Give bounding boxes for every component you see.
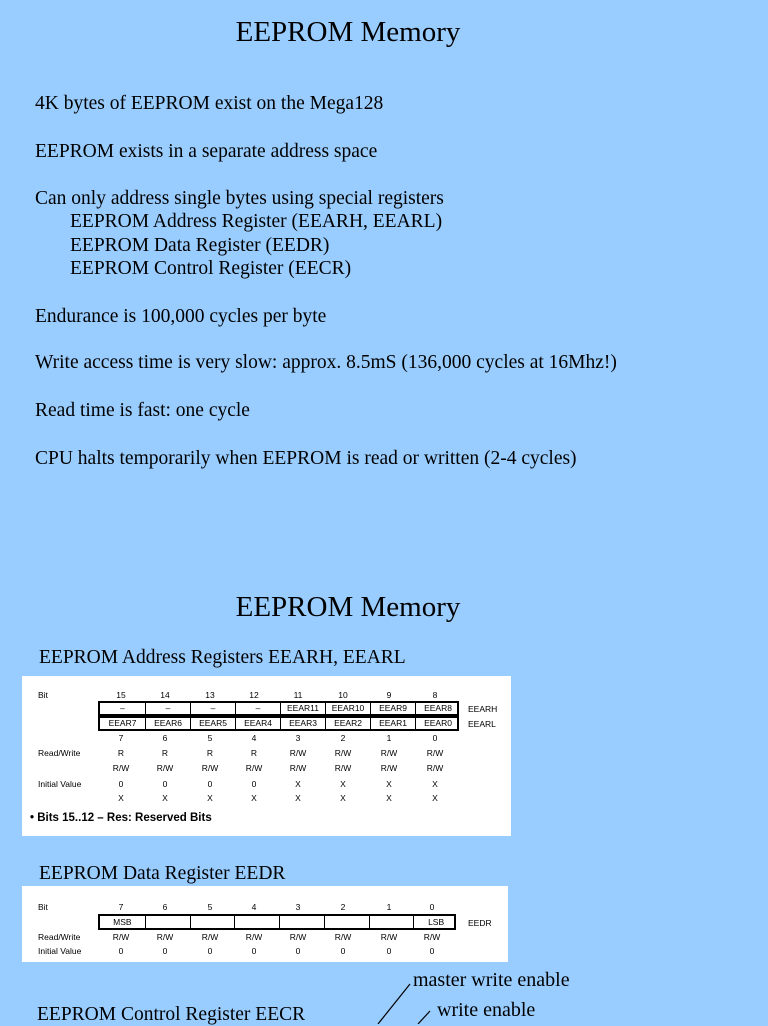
line-control-register: EEPROM Control Register (EECR): [70, 258, 352, 279]
line-read-time: Read time is fast: one cycle: [35, 400, 250, 421]
eearl-bit-name: EEAR5: [190, 718, 235, 729]
initial-value-low: X: [251, 793, 257, 803]
eearh-bit-name: –: [235, 703, 280, 714]
line-single-bytes: Can only address single bytes using special registers: [35, 188, 444, 209]
bit-number-low: 0: [432, 733, 438, 743]
access-type: R/W: [380, 932, 398, 942]
data-register-table: [22, 886, 508, 962]
address-registers-heading: EEPROM Address Registers EEARH, EEARL: [39, 647, 406, 668]
initial-value-high: X: [386, 779, 392, 789]
line-mega128: 4K bytes of EEPROM exist on the Mega128: [35, 93, 384, 114]
bit-number-high: 15: [116, 690, 126, 700]
master-write-enable-pointer: [378, 984, 410, 1024]
initial-value: 0: [295, 946, 301, 956]
initial-value-low: X: [118, 793, 124, 803]
bit-number: 6: [162, 902, 168, 912]
bit-number: 5: [207, 902, 213, 912]
initial-value-low: X: [162, 793, 168, 803]
line-data-register: EEPROM Data Register (EEDR): [70, 235, 330, 256]
line-address-register: EEPROM Address Register (EEARH, EEARL): [70, 211, 443, 232]
access-type-high: R: [117, 748, 125, 758]
eedr-bit-name: [369, 916, 414, 928]
initial-value-high: 0: [207, 779, 213, 789]
eedr-register-name: EEDR: [468, 918, 492, 928]
access-type-high: R/W: [380, 748, 398, 758]
initial-value-high: 0: [118, 779, 124, 789]
eearl-bit-name: EEAR1: [370, 718, 415, 729]
eearh-bit-name: –: [190, 703, 235, 714]
bit-number-low: 5: [207, 733, 213, 743]
access-type-low: R/W: [201, 763, 219, 773]
initial-value: 0: [118, 946, 124, 956]
eearh-bit-name: EEAR10: [325, 703, 370, 714]
initial-value-high: 0: [251, 779, 257, 789]
access-type-low: R/W: [334, 763, 352, 773]
bit-number: 1: [386, 902, 392, 912]
eearh-bit-name: –: [120, 703, 125, 713]
initial-value-high: X: [340, 779, 346, 789]
access-type-low: R/W: [380, 763, 398, 773]
initial-value-label: Initial Value: [38, 946, 82, 956]
eearh-bit-name: EEAR11: [280, 703, 325, 714]
access-type-low: R/W: [289, 763, 307, 773]
bit-label: Bit: [38, 902, 48, 912]
bit-number-low: 4: [251, 733, 257, 743]
initial-value: 0: [386, 946, 392, 956]
bit-number-high: 8: [432, 690, 438, 700]
write-enable-pointer: [418, 1011, 430, 1024]
read-write-label: Read/Write: [38, 748, 81, 758]
bit-label: Bit: [38, 690, 48, 700]
bit-number-high: 11: [293, 690, 303, 700]
initial-value: 0: [340, 946, 346, 956]
eedr-register-box: [98, 914, 456, 930]
initial-value-high: 0: [162, 779, 168, 789]
eearl-bit-name: EEAR3: [280, 718, 325, 729]
eearh-register-box: [98, 701, 459, 716]
line-cpu-halts: CPU halts temporarily when EEPROM is read or written (2-4 cycles): [35, 448, 577, 469]
access-type: R/W: [112, 932, 130, 942]
master-write-enable-label: master write enable: [413, 969, 570, 991]
access-type-high: R: [250, 748, 258, 758]
line-write-time: Write access time is very slow: approx. 8.5mS (136,000 cycles at 16Mhz!): [35, 352, 617, 373]
access-type-low: R/W: [426, 763, 444, 773]
eearl-register-box: [98, 716, 459, 731]
bit-number-low: 7: [118, 733, 124, 743]
initial-value: 0: [251, 946, 257, 956]
bit-number-high: 13: [205, 690, 215, 700]
bit-number-low: 1: [386, 733, 392, 743]
access-type-high: R/W: [334, 748, 352, 758]
bit-number: 0: [429, 902, 435, 912]
eedr-bit-name: MSB: [113, 917, 132, 927]
eedr-bit-name: [145, 916, 190, 928]
eedr-bit-name: [279, 916, 324, 928]
eedr-bit-name: [190, 916, 235, 928]
bit-number: 4: [251, 902, 257, 912]
eearh-bit-name: –: [145, 703, 190, 714]
initial-value-low: X: [432, 793, 438, 803]
eearl-bit-name: EEAR4: [235, 718, 280, 729]
eedr-bit-name: [234, 916, 279, 928]
access-type-low: R/W: [245, 763, 263, 773]
line-endurance: Endurance is 100,000 cycles per byte: [35, 306, 327, 327]
bit-number: 3: [295, 902, 301, 912]
initial-value-low: X: [207, 793, 213, 803]
access-type-high: R/W: [289, 748, 307, 758]
access-type-low: R/W: [112, 763, 130, 773]
bit-number-low: 2: [340, 733, 346, 743]
reserved-bits-note: • Bits 15..12 – Res: Reserved Bits: [30, 812, 212, 824]
initial-value-low: X: [340, 793, 346, 803]
control-register-heading: EEPROM Control Register EECR: [37, 1004, 306, 1025]
eedr-bit-name: LSB: [413, 916, 458, 928]
initial-value-high: X: [432, 779, 438, 789]
bit-number-low: 3: [295, 733, 301, 743]
initial-value-low: X: [386, 793, 392, 803]
slide1-title: EEPROM Memory: [235, 16, 461, 48]
eearl-bit-name: EEAR6: [145, 718, 190, 729]
bit-number-high: 10: [338, 690, 348, 700]
read-write-label: Read/Write: [38, 932, 81, 942]
eearl-bit-name: EEAR2: [325, 718, 370, 729]
bit-number-high: 12: [249, 690, 259, 700]
access-type: R/W: [156, 932, 174, 942]
initial-value: 0: [429, 946, 435, 956]
access-type-low: R/W: [156, 763, 174, 773]
bit-number-high: 14: [160, 690, 170, 700]
eearl-bit-name: EEAR0: [415, 718, 460, 729]
access-type-high: R/W: [426, 748, 444, 758]
eearh-bit-name: EEAR8: [415, 703, 460, 714]
access-type: R/W: [201, 932, 219, 942]
initial-value-low: X: [295, 793, 301, 803]
slide2-title: EEPROM Memory: [235, 591, 461, 623]
write-enable-label: write enable: [437, 999, 536, 1021]
initial-value-label: Initial Value: [38, 779, 82, 789]
access-type: R/W: [423, 932, 441, 942]
eearh-bit-name: EEAR9: [370, 703, 415, 714]
bit-number: 7: [118, 902, 124, 912]
access-type-high: R: [161, 748, 169, 758]
eedr-bit-name: [324, 916, 369, 928]
eearl-register-name: EEARL: [468, 719, 496, 729]
access-type: R/W: [334, 932, 352, 942]
bit-number-high: 9: [386, 690, 392, 700]
bit-number-low: 6: [162, 733, 168, 743]
access-type-high: R: [206, 748, 214, 758]
bit-number: 2: [340, 902, 346, 912]
data-register-figure: [22, 886, 508, 962]
line-address-space: EEPROM exists in a separate address space: [35, 141, 378, 162]
access-type: R/W: [245, 932, 263, 942]
data-register-heading: EEPROM Data Register EEDR: [39, 863, 286, 884]
initial-value: 0: [207, 946, 213, 956]
initial-value: 0: [162, 946, 168, 956]
address-register-figure: [22, 676, 511, 836]
initial-value-high: X: [295, 779, 301, 789]
eearl-bit-name: EEAR7: [108, 718, 137, 728]
eearh-register-name: EEARH: [468, 704, 498, 714]
access-type: R/W: [289, 932, 307, 942]
